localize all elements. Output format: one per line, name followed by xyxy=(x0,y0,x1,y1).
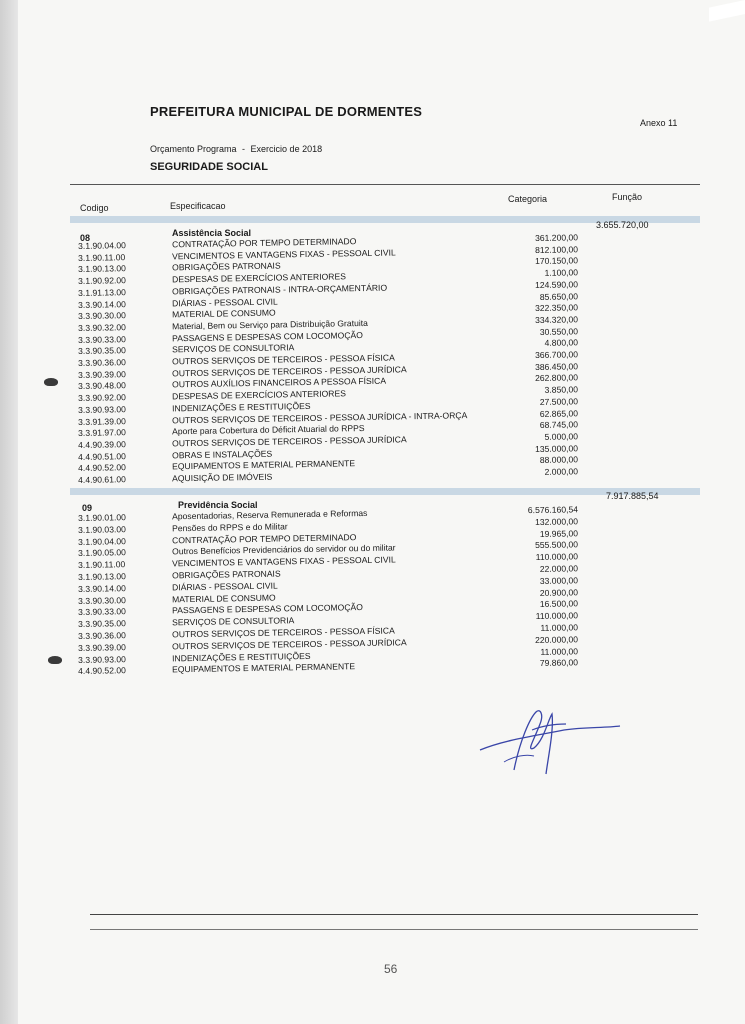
row-description: OUTROS SERVIÇOS DE TERCEIROS - PESSOA FÍSICA xyxy=(172,352,395,367)
row-value: 322.350,00 xyxy=(534,302,579,314)
column-header-category: Categoria xyxy=(508,194,548,204)
row-code: 3.1.91.13.00 xyxy=(78,286,126,298)
row-description: Aposentadorias, Reserva Remunerada e Reformas xyxy=(172,507,368,522)
group-total-08: 3.655.720,00 xyxy=(596,220,649,230)
group-name-08: Assistência Social xyxy=(172,228,252,238)
row-description: OUTROS SERVIÇOS DE TERCEIROS - PESSOA JURÍDICA xyxy=(172,637,407,652)
row-description: OUTROS SERVIÇOS DE TERCEIROS - PESSOA JURÍDICA - INTRA-ORÇA xyxy=(172,409,468,425)
row-code: 3.3.90.92.00 xyxy=(78,392,126,404)
row-value: 3.850,00 xyxy=(544,384,579,395)
program-label: Orçamento Programa xyxy=(150,144,237,154)
group-name-09: Previdência Social xyxy=(178,500,258,510)
row-code: 3.3.90.39.00 xyxy=(78,641,126,653)
row-description: INDENIZAÇÕES E RESTITUIÇÕES xyxy=(172,400,311,414)
row-value: 2.000,00 xyxy=(544,466,579,477)
row-value: 20.900,00 xyxy=(539,586,579,598)
row-code: 3.3.90.14.00 xyxy=(78,298,126,310)
program-separator: - xyxy=(242,144,246,154)
row-value: 386.450,00 xyxy=(534,360,579,372)
punch-hole-top xyxy=(44,378,58,386)
row-description: Aporte para Cobertura do Déficit Atuarial do RPPS xyxy=(172,423,365,437)
row-code: 3.3.90.93.00 xyxy=(78,403,126,415)
row-description: INDENIZAÇÕES E RESTITUIÇÕES xyxy=(172,650,311,663)
row-value: 33.000,00 xyxy=(539,575,579,586)
scan-left-shadow xyxy=(0,0,18,1024)
row-description: CONTRATAÇÃO POR TEMPO DETERMINADO xyxy=(172,236,357,250)
row-value: 262.800,00 xyxy=(534,372,579,384)
row-value: 124.590,00 xyxy=(534,279,579,290)
row-code: 3.1.90.11.00 xyxy=(78,559,126,571)
row-description: OBRAS E INSTALAÇÕES xyxy=(172,448,273,460)
row-code: 3.3.90.14.00 xyxy=(78,582,126,594)
row-code: 4.4.90.61.00 xyxy=(78,474,126,485)
row-value: 220.000,00 xyxy=(534,634,579,645)
row-description: EQUIPAMENTOS E MATERIAL PERMANENTE xyxy=(172,458,356,472)
footer-rule-2 xyxy=(90,929,698,930)
row-description: MATERIAL DE CONSUMO xyxy=(172,307,276,320)
row-description: CONTRATAÇÃO POR TEMPO DETERMINADO xyxy=(172,531,357,545)
column-header-function: Função xyxy=(612,192,643,202)
row-code: 4.4.90.52.00 xyxy=(78,665,126,677)
header-top-rule xyxy=(70,184,700,185)
column-header-spec: Especificacao xyxy=(170,201,226,211)
row-value: 30.550,00 xyxy=(539,325,579,337)
group-total-09: 7.917.885,54 xyxy=(606,491,659,501)
row-code: 3.3.91.97.00 xyxy=(78,427,126,439)
row-code: 3.1.90.01.00 xyxy=(78,512,126,523)
row-description: Pensões do RPPS e do Militar xyxy=(172,521,288,534)
row-code: 3.1.90.05.00 xyxy=(78,547,126,559)
row-description: DIÁRIAS - PESSOAL CIVIL xyxy=(172,296,278,308)
row-value: 132.000,00 xyxy=(534,516,579,527)
row-description: Material, Bem ou Serviço para Distribuição Gratuita xyxy=(172,317,368,332)
row-description: OUTROS SERVIÇOS DE TERCEIROS - PESSOA JURÍDICA xyxy=(172,434,407,449)
row-description: EQUIPAMENTOS E MATERIAL PERMANENTE xyxy=(172,661,356,675)
row-code: 3.1.90.11.00 xyxy=(78,251,126,263)
row-value: 334.320,00 xyxy=(534,314,579,325)
row-value: 812.100,00 xyxy=(534,243,579,255)
column-header-code: Codigo xyxy=(80,203,109,213)
row-code: 3.1.90.13.00 xyxy=(78,571,126,582)
signature-mark xyxy=(474,700,624,780)
row-code: 3.1.90.03.00 xyxy=(78,523,126,535)
year-label: Exercicio de 2018 xyxy=(250,144,323,154)
footer-rule-1 xyxy=(90,914,698,915)
folded-corner xyxy=(709,0,745,22)
row-description: Outros Benefícios Previdenciários do servidor ou do militar xyxy=(172,542,396,557)
row-description: MATERIAL DE CONSUMO xyxy=(172,592,276,604)
row-value: 361.200,00 xyxy=(534,232,579,244)
row-description: VENCIMENTOS E VANTAGENS FIXAS - PESSOAL CIVIL xyxy=(172,554,396,569)
row-code: 3.3.90.33.00 xyxy=(78,333,126,345)
row-description: DESPESAS DE EXERCÍCIOS ANTERIORES xyxy=(172,388,346,402)
row-value: 88.000,00 xyxy=(539,454,579,466)
row-value: 27.500,00 xyxy=(539,396,579,407)
row-code: 3.3.90.35.00 xyxy=(78,618,126,630)
row-value: 1.100,00 xyxy=(544,267,579,278)
row-value: 6.576.160,54 xyxy=(527,504,579,516)
punch-hole-bottom xyxy=(48,656,62,664)
row-code: 3.3.91.39.00 xyxy=(78,415,126,427)
row-description: DIÁRIAS - PESSOAL CIVIL xyxy=(172,580,278,593)
row-description: SERVIÇOS DE CONSULTORIA xyxy=(172,615,295,628)
row-code: 4.4.90.51.00 xyxy=(78,450,126,462)
row-value: 170.150,00 xyxy=(534,255,579,267)
row-description: OUTROS SERVIÇOS DE TERCEIROS - PESSOA JURÍDICA xyxy=(172,363,407,379)
row-value: 62.865,00 xyxy=(539,407,579,419)
row-description: OBRIGAÇÕES PATRONAIS xyxy=(172,260,281,273)
row-value: 135.000,00 xyxy=(534,442,579,454)
row-description: PASSAGENS E DESPESAS COM LOCOMOÇÃO xyxy=(172,602,364,616)
row-code: 3.3.90.36.00 xyxy=(78,357,126,368)
row-value: 110.000,00 xyxy=(535,610,579,622)
row-value: 16.500,00 xyxy=(539,598,579,610)
row-code: 4.4.90.39.00 xyxy=(78,439,126,450)
row-code: 3.3.90.30.00 xyxy=(78,310,126,322)
row-description: OUTROS AUXÍLIOS FINANCEIROS A PESSOA FÍSICA xyxy=(172,376,387,390)
row-code: 3.1.90.92.00 xyxy=(78,275,126,287)
row-value: 11.000,00 xyxy=(540,622,579,633)
section-title: SEGURIDADE SOCIAL xyxy=(150,161,268,173)
annex-label: Anexo 11 xyxy=(640,118,678,128)
page-number: 56 xyxy=(384,962,398,976)
row-code: 4.4.90.52.00 xyxy=(78,462,126,474)
row-value: 366.700,00 xyxy=(534,349,579,361)
row-value: 19.965,00 xyxy=(539,527,579,539)
row-value: 555.500,00 xyxy=(534,539,579,551)
row-description: OBRIGAÇÕES PATRONAIS - INTRA-ORÇAMENTÁRIO xyxy=(172,282,388,297)
row-value: 4.800,00 xyxy=(544,337,579,349)
row-code: 3.3.90.36.00 xyxy=(78,630,126,641)
row-code: 3.1.90.13.00 xyxy=(78,263,126,275)
row-value: 110.000,00 xyxy=(535,551,579,563)
row-value: 5.000,00 xyxy=(544,431,579,442)
row-code: 3.1.90.04.00 xyxy=(78,240,126,251)
row-code: 3.3.90.33.00 xyxy=(78,606,126,618)
row-description: PASSAGENS E DESPESAS COM LOCOMOÇÃO xyxy=(172,329,364,343)
row-value: 68.745,00 xyxy=(539,419,579,431)
row-code: 3.3.90.39.00 xyxy=(78,368,126,380)
row-code: 3.3.90.93.00 xyxy=(78,653,126,665)
row-code: 3.3.90.35.00 xyxy=(78,345,126,357)
group-code-08: 08 xyxy=(80,233,91,243)
row-description: AQUISIÇÃO DE IMÓVEIS xyxy=(172,471,273,484)
row-description: VENCIMENTOS E VANTAGENS FIXAS - PESSOAL CIVIL xyxy=(172,247,396,262)
row-description: OUTROS SERVIÇOS DE TERCEIROS - PESSOA FÍSICA xyxy=(172,625,395,640)
row-description: OBRIGAÇÕES PATRONAIS xyxy=(172,568,281,581)
document-page xyxy=(18,0,745,1024)
row-value: 79.860,00 xyxy=(539,657,579,669)
row-description: DESPESAS DE EXERCÍCIOS ANTERIORES xyxy=(172,271,346,285)
row-value: 85.650,00 xyxy=(539,290,579,302)
row-value: 22.000,00 xyxy=(539,563,579,574)
row-code: 3.3.90.48.00 xyxy=(78,380,126,392)
group-code-09: 09 xyxy=(82,503,93,513)
row-code: 3.3.90.30.00 xyxy=(78,594,126,606)
row-description: SERVIÇOS DE CONSULTORIA xyxy=(172,342,295,355)
row-value: 11.000,00 xyxy=(540,645,579,657)
program-line xyxy=(150,144,322,154)
document-title: PREFEITURA MUNICIPAL DE DORMENTES xyxy=(150,104,423,119)
row-code: 3.1.90.04.00 xyxy=(78,535,126,547)
row-code: 3.3.90.32.00 xyxy=(78,322,126,333)
